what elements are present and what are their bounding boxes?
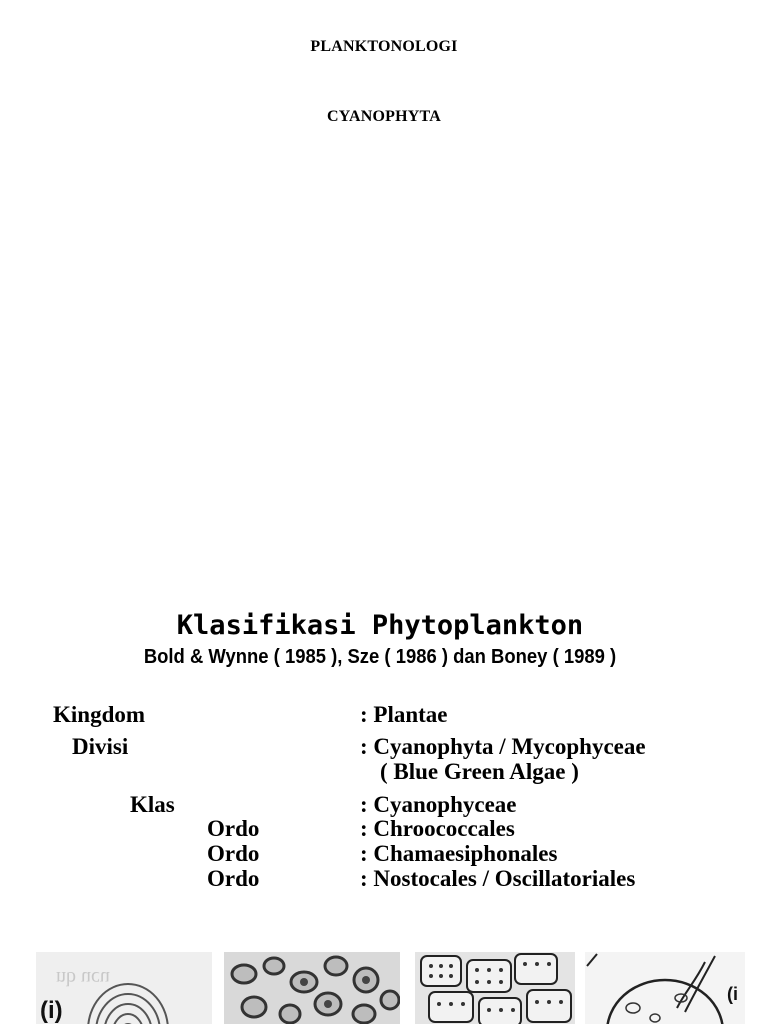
value-kingdom: : Plantae: [360, 702, 448, 727]
slide-title: Klasifikasi Phytoplankton: [176, 610, 584, 641]
value-ordo-3: : Nostocales / Oscillatoriales: [360, 866, 636, 891]
label-kingdom: Kingdom: [53, 702, 146, 727]
figure-label-1: (i): [40, 997, 63, 1024]
label-ordo-3: Ordo: [207, 866, 260, 891]
document-subtitle: CYANOPHYTA: [326, 108, 441, 125]
value-klas: : Cyanophyceae: [360, 792, 517, 817]
document-title: PLANKTONOLOGI: [310, 38, 458, 55]
label-klas: Klas: [130, 792, 175, 817]
micrograph-image-4: [585, 952, 745, 1024]
label-ordo-1: Ordo: [207, 816, 260, 841]
micrograph-image-3: [415, 952, 575, 1024]
label-ordo-2: Ordo: [207, 841, 260, 866]
value-ordo-1: : Chroococcales: [360, 816, 515, 841]
label-divisi: Divisi: [72, 734, 129, 759]
slide-subtitle: Bold & Wynne ( 1985 ), Sze ( 1986 ) dan Boney ( 1989 ): [143, 645, 617, 668]
value-divisi: : Cyanophyta / Mycophyceae: [360, 734, 646, 759]
value-ordo-2: : Chamaesiphonales: [360, 841, 558, 866]
svg-text:nb ucu: nb ucu: [56, 967, 110, 989]
value-divisi-note: ( Blue Green Algae ): [380, 759, 579, 784]
micrograph-image-1: [36, 952, 212, 1024]
micrograph-image-2: [224, 952, 400, 1024]
figure-label-2: (i: [727, 984, 738, 1004]
